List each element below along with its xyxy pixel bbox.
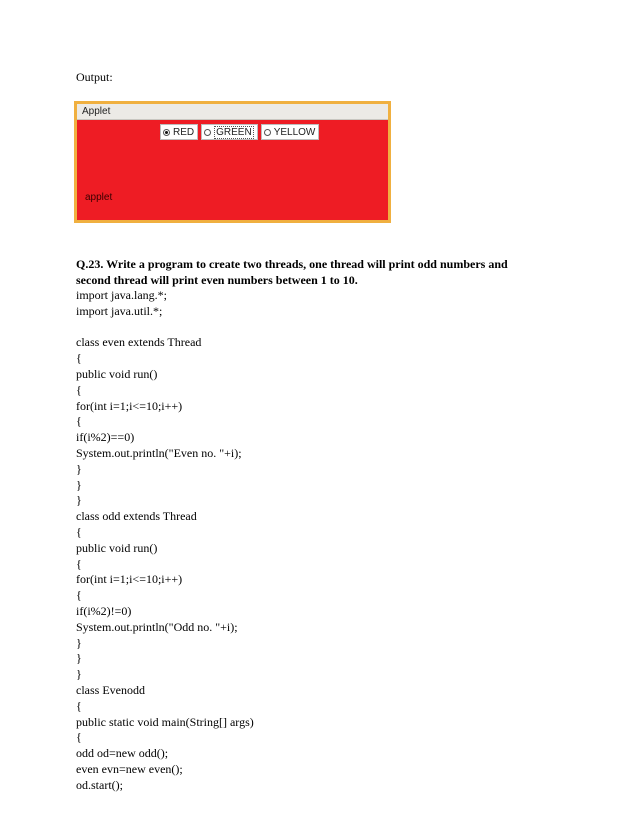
applet-title: Applet <box>77 104 388 120</box>
code-line: { <box>76 524 82 539</box>
code-line: { <box>76 351 82 366</box>
code-line: { <box>76 698 82 713</box>
code-line: even evn=new even(); <box>76 761 183 776</box>
radio-yellow[interactable] <box>261 124 320 140</box>
code-line: { <box>76 556 82 571</box>
applet-status-text: applet <box>85 192 113 203</box>
code-line: } <box>76 477 82 492</box>
code-line: { <box>76 588 82 603</box>
code-line: } <box>76 651 82 666</box>
code-line: for(int i=1;i<=10;i++) <box>76 398 183 413</box>
code-line: od.start(); <box>76 777 123 792</box>
code-line: } <box>76 493 82 508</box>
code-line: { <box>76 730 82 745</box>
color-radio-group <box>160 124 319 140</box>
radio-green[interactable] <box>201 124 258 140</box>
code-line: public void run() <box>76 366 158 381</box>
code-line: if(i%2)==0) <box>76 430 135 445</box>
output-label: Output: <box>76 70 113 84</box>
code-line: System.out.println("Odd no. "+i); <box>76 619 238 634</box>
question-line-1: Q.23. Write a program to create two threads, one thread will print odd numbers and <box>76 257 508 271</box>
code-line: } <box>76 461 82 476</box>
code-line: import java.util.*; <box>76 303 163 318</box>
radio-checked-icon[interactable] <box>163 129 170 136</box>
radio-red-label: RED <box>173 126 195 138</box>
code-line: class Evenodd <box>76 682 145 697</box>
radio-red[interactable] <box>160 124 198 140</box>
applet-canvas <box>77 120 388 220</box>
code-line: odd od=new odd(); <box>76 746 169 761</box>
question-line-2: second thread will print even numbers between 1 to 10. <box>76 273 358 287</box>
code-line: { <box>76 414 82 429</box>
code-line: } <box>76 635 82 650</box>
radio-unchecked-icon[interactable] <box>264 129 271 136</box>
radio-green-label: GREEN <box>216 126 252 138</box>
code-line: { <box>76 382 82 397</box>
code-line: for(int i=1;i<=10;i++) <box>76 572 183 587</box>
radio-yellow-label: YELLOW <box>273 126 316 138</box>
code-line: class odd extends Thread <box>76 509 197 524</box>
code-line: } <box>76 667 82 682</box>
code-line: System.out.println("Even no. "+i); <box>76 445 242 460</box>
code-line: if(i%2)!=0) <box>76 603 132 618</box>
radio-unchecked-icon[interactable] <box>204 129 211 136</box>
code-listing <box>76 288 254 794</box>
question-heading <box>76 256 546 288</box>
applet-window <box>74 101 391 223</box>
code-line: public void run() <box>76 540 158 555</box>
code-line: public static void main(String[] args) <box>76 714 254 729</box>
code-line: class even extends Thread <box>76 335 202 350</box>
code-line: import java.lang.*; <box>76 288 167 302</box>
code-line <box>76 320 254 336</box>
